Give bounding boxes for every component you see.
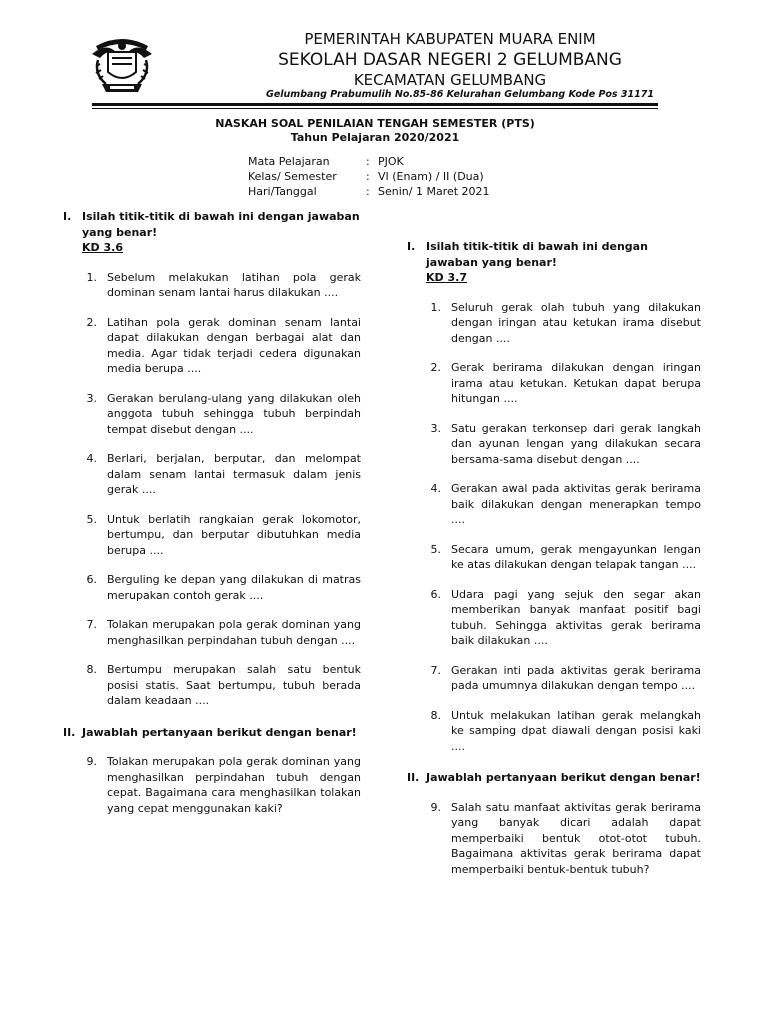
question-number: 4. bbox=[86, 452, 97, 465]
section-number: I. bbox=[407, 240, 416, 253]
question-number: 5. bbox=[430, 542, 441, 556]
left-column bbox=[63, 209, 361, 816]
question-text: Secara umum, gerak mengayunkan lengan ke atas dilakukan dengan telapak tangan .... bbox=[451, 542, 701, 571]
question-number: 2. bbox=[430, 361, 441, 374]
section-text: Isilah titik-titik di bawah ini dengan jawaban yang benar! bbox=[82, 210, 360, 239]
section-heading bbox=[407, 770, 701, 786]
question-item bbox=[63, 572, 361, 603]
question-number: 7. bbox=[86, 618, 97, 631]
question-number: 9. bbox=[86, 755, 97, 768]
district-name: KECAMATAN GELUMBANG bbox=[353, 71, 547, 89]
question-number: 2. bbox=[86, 315, 97, 329]
info-label: Mata Pelajaran bbox=[248, 155, 330, 168]
info-sep: : bbox=[366, 155, 370, 168]
question-text: Seluruh gerak olah tubuh yang dilakukan dengan iringan atau ketukan irama disebut dengan .... bbox=[451, 300, 701, 345]
question-text: Satu gerakan terkonsep dari gerak langkah dan ayunan lengan yang dilakukan secara bersama-sama disebut dengan .... bbox=[451, 421, 701, 466]
question-number: 5. bbox=[86, 512, 97, 526]
question-number: 6. bbox=[86, 573, 97, 586]
section-heading bbox=[63, 209, 361, 240]
section-heading bbox=[407, 239, 701, 270]
question-text: Tolakan merupakan pola gerak dominan yang menghasilkan perpindahan tubuh dengan .... bbox=[107, 618, 361, 647]
question-list bbox=[63, 270, 361, 709]
question-text: Tolakan merupakan pola gerak dominan yang menghasilkan perpindahan tubuh dengan cepat. Bagaimana cara menghasilkan tolakan yang cepat menggunakan kaki? bbox=[107, 755, 361, 815]
question-item bbox=[407, 587, 701, 649]
question-text: Untuk berlatih rangkaian gerak lokomotor, bertumpu, dan berputar dibutuhkan media berupa .... bbox=[107, 512, 361, 557]
question-text: Gerakan awal pada aktivitas gerak berirama baik dilakukan dengan menerapkan tempo .... bbox=[451, 482, 701, 526]
question-number: 6. bbox=[430, 587, 441, 601]
question-item bbox=[407, 800, 701, 878]
info-sep: : bbox=[366, 170, 370, 183]
section-text: Jawablah pertanyaan berikut dengan benar! bbox=[426, 771, 701, 784]
question-number: 8. bbox=[86, 663, 97, 676]
header-divider-thin bbox=[92, 108, 658, 109]
question-text: Gerakan inti pada aktivitas gerak berirama pada umumnya dilakukan dengan tempo .... bbox=[451, 663, 701, 692]
info-label: Kelas/ Semester bbox=[248, 170, 337, 183]
question-text: Udara pagi yang sejuk den segar akan memberikan banyak manfaat positif bagi tubuh. Sehingga aktivitas gerak berirama baik dilakukan .... bbox=[451, 587, 701, 647]
info-sep: : bbox=[366, 185, 370, 198]
info-value: VI (Enam) / II (Dua) bbox=[378, 170, 484, 183]
question-item bbox=[63, 617, 361, 648]
question-text: Gerak berirama dilakukan dengan iringan irama atau ketukan. Ketukan dapat berupa hitungan .... bbox=[451, 361, 701, 405]
question-item bbox=[407, 421, 701, 468]
info-label: Hari/Tanggal bbox=[248, 185, 317, 198]
section-text: Jawablah pertanyaan berikut dengan benar! bbox=[82, 725, 357, 739]
section-number: I. bbox=[63, 210, 72, 223]
question-item bbox=[63, 270, 361, 301]
kd-label: KD 3.6 bbox=[82, 241, 123, 254]
question-list bbox=[407, 300, 701, 755]
school-name: SEKOLAH DASAR NEGERI 2 GELUMBANG bbox=[278, 50, 622, 70]
essay-list bbox=[63, 754, 361, 816]
question-number: 7. bbox=[430, 663, 441, 677]
question-item bbox=[407, 542, 701, 573]
question-item bbox=[63, 754, 361, 816]
question-number: 8. bbox=[430, 708, 441, 722]
question-item bbox=[407, 663, 701, 694]
section-number: II. bbox=[407, 771, 420, 784]
question-text: Berlari, berjalan, berputar, dan melompat dalam senam lantai termasuk dalam jenis gerak .... bbox=[107, 452, 361, 496]
question-number: 1. bbox=[86, 270, 97, 284]
info-row-class bbox=[248, 170, 490, 185]
question-item bbox=[63, 662, 361, 709]
question-text: Untuk melakukan latihan gerak melangkah ke samping dpat diawali dengan posisi kaki .... bbox=[451, 708, 701, 753]
question-item bbox=[407, 481, 701, 528]
question-text: Salah satu manfaat aktivitas gerak berirama yang banyak dicari adalah dapat memperbaiki bentuk otot-otot tubuh. Bagaimana aktivitas gerak berirama dapat memperbaiki bentuk-bentuk tubuh? bbox=[451, 800, 701, 876]
question-text: Bertumpu merupakan salah satu bentuk posisi statis. Saat bertumpu, tubuh berada dalam keadaan .... bbox=[107, 663, 361, 707]
kd-label: KD 3.7 bbox=[426, 271, 467, 284]
section-text: Isilah titik-titik di bawah ini dengan jawaban yang benar! bbox=[426, 240, 648, 269]
question-item bbox=[63, 451, 361, 498]
regency-emblem-icon bbox=[86, 28, 158, 100]
exam-info bbox=[248, 155, 490, 200]
government-name: PEMERINTAH KABUPATEN MUARA ENIM bbox=[304, 30, 596, 48]
exam-title: NASKAH SOAL PENILAIAN TENGAH SEMESTER (PTS) bbox=[215, 117, 535, 130]
question-number: 3. bbox=[86, 391, 97, 405]
section-heading bbox=[63, 725, 361, 741]
info-value: Senin/ 1 Maret 2021 bbox=[378, 185, 490, 198]
question-text: Sebelum melakukan latihan pola gerak dominan senam lantai harus dilakukan .... bbox=[107, 270, 361, 299]
header-divider-thick bbox=[92, 103, 658, 106]
school-address: Gelumbang Prabumulih No.85-86 Kelurahan Gelumbang Kode Pos 31171 bbox=[266, 89, 654, 100]
question-text: Berguling ke depan yang dilakukan di matras merupakan contoh gerak .... bbox=[107, 573, 361, 602]
question-item bbox=[407, 300, 701, 347]
question-item bbox=[407, 360, 701, 407]
info-value: PJOK bbox=[378, 155, 404, 168]
question-number: 4. bbox=[430, 482, 441, 495]
question-text: Latihan pola gerak dominan senam lantai dapat dilakukan dengan berbagai alat dan media. Agar tidak terjadi cedera digunakan media berupa .... bbox=[107, 315, 361, 375]
question-number: 9. bbox=[430, 800, 441, 814]
section-number: II. bbox=[63, 725, 76, 739]
question-item bbox=[63, 512, 361, 559]
question-text: Gerakan berulang-ulang yang dilakukan oleh anggota tubuh sehingga tubuh berpindah tempat disebut dengan .... bbox=[107, 391, 361, 436]
info-row-date bbox=[248, 185, 490, 200]
question-item bbox=[63, 391, 361, 438]
essay-list bbox=[407, 800, 701, 878]
right-column bbox=[407, 239, 701, 877]
question-number: 3. bbox=[430, 421, 441, 435]
exam-year: Tahun Pelajaran 2020/2021 bbox=[290, 131, 460, 144]
question-number: 1. bbox=[430, 300, 441, 314]
info-row-subject bbox=[248, 155, 490, 170]
question-item bbox=[63, 315, 361, 377]
question-item bbox=[407, 708, 701, 755]
